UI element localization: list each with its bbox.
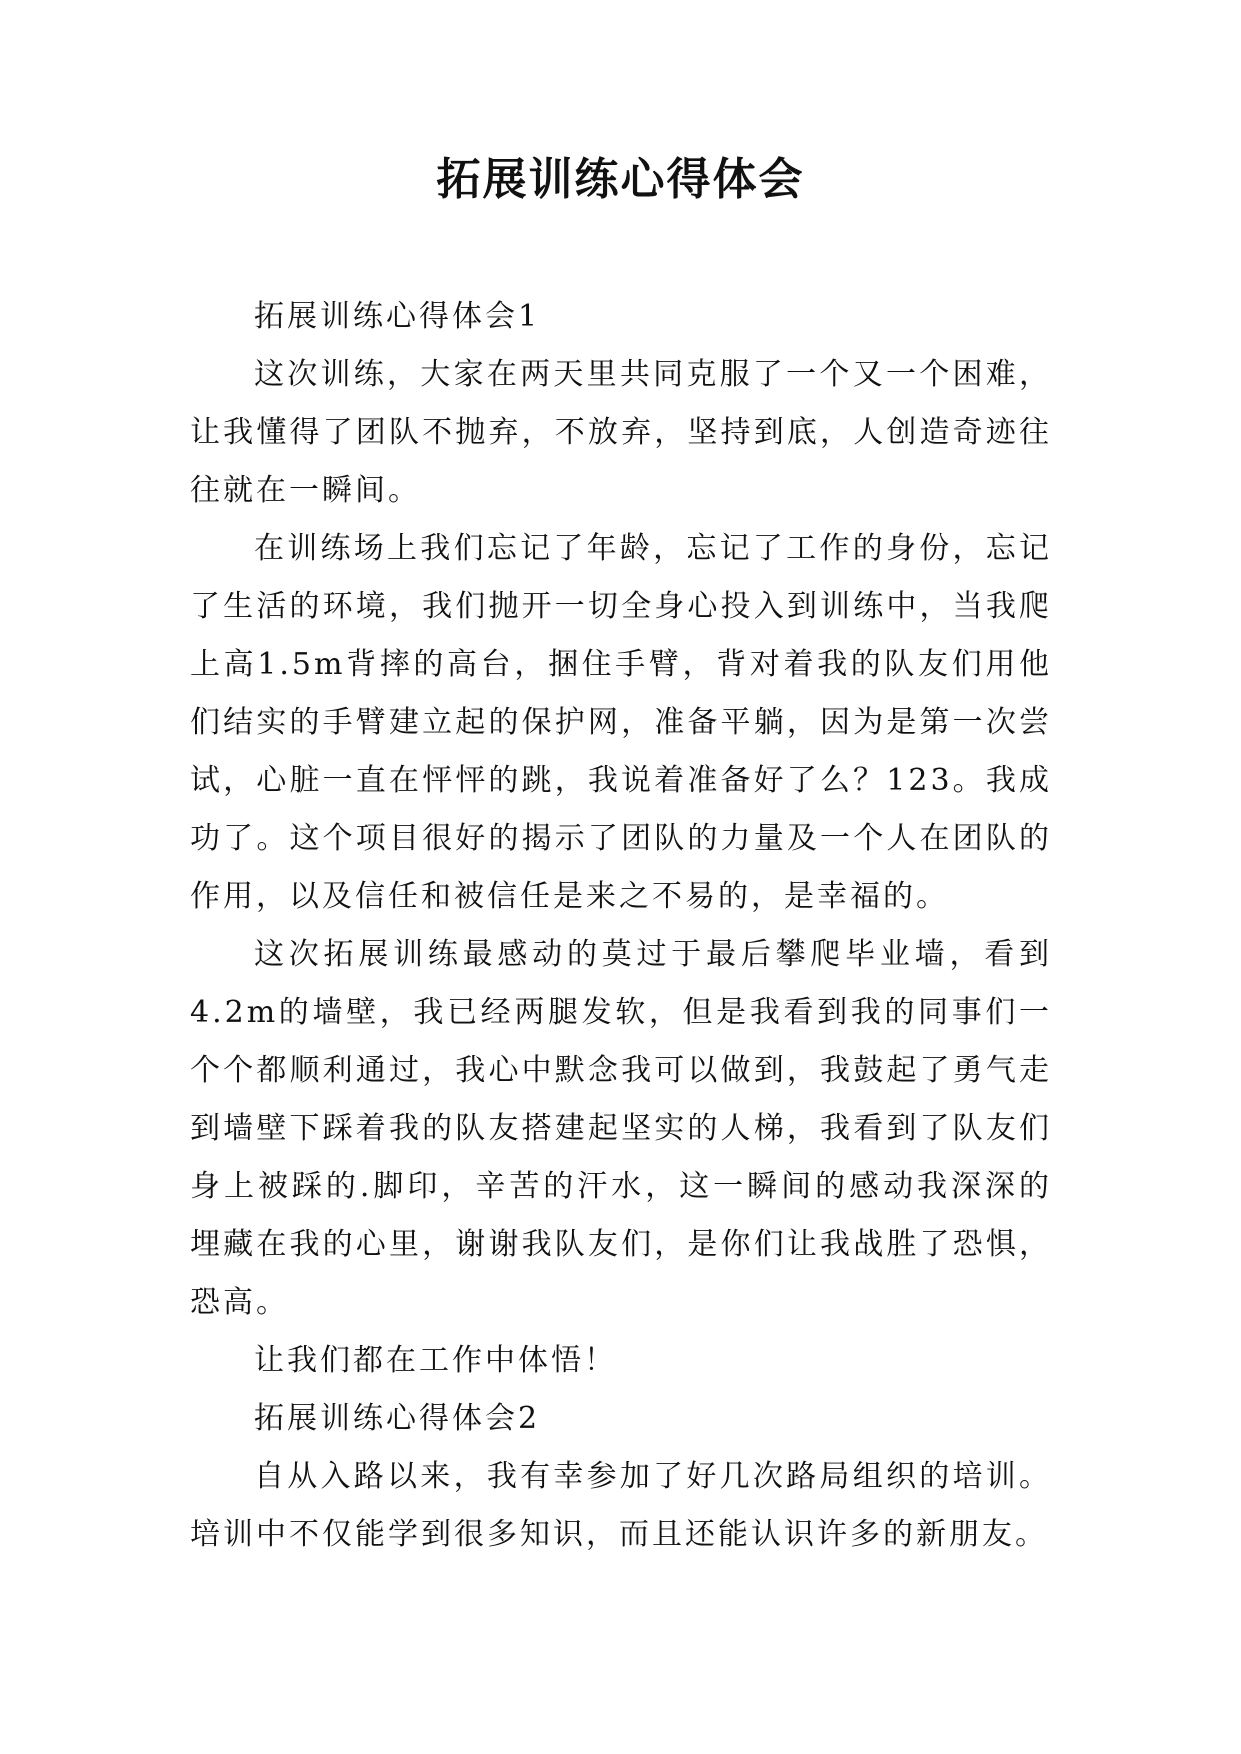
paragraph: 这次拓展训练最感动的莫过于最后攀爬毕业墙，看到4.2m的墙壁，我已经两腿发软，但是我看到我的同事们一个个都顺利通过，我心中默念我可以做到，我鼓起了勇气走到墙壁下踩着我的队友搭建起坚实的人梯，我看到了队友们身上被踩的.脚印，辛苦的汗水，这一瞬间的感动我深深的埋藏在我的心里，谢谢我队友们，是你们让我战胜了恐惧，恐高。 xyxy=(190,937,1052,1320)
paragraph: 让我们都在工作中体悟！ xyxy=(254,1343,617,1378)
section-heading-1: 拓展训练心得体会1 xyxy=(254,299,541,334)
section-heading-2: 拓展训练心得体会2 xyxy=(254,1401,541,1436)
document-title: 拓展训练心得体会 xyxy=(436,154,805,205)
paragraph: 自从入路以来，我有幸参加了好几次路局组织的培训。培训中不仅能学到很多知识，而且还能认识许多的新朋友。 xyxy=(190,1459,1052,1552)
paragraph: 在训练场上我们忘记了年龄，忘记了工作的身份，忘记了生活的环境，我们抛开一切全身心投入到训练中，当我爬上高1.5m背摔的高台，捆住手臂，背对着我的队友们用他们结实的手臂建立起的保护网，准备平躺，因为是第一次尝试，心脏一直在怦怦的跳，我说着准备好了么？123。我成功了。这个项目很好的揭示了团队的力量及一个人在团队的作用，以及信任和被信任是来之不易的，是幸福的。 xyxy=(190,531,1052,914)
paragraph: 这次训练，大家在两天里共同克服了一个又一个困难，让我懂得了团队不抛弃，不放弃，坚持到底，人创造奇迹往往就在一瞬间。 xyxy=(190,357,1052,508)
document-body xyxy=(190,288,1052,1564)
